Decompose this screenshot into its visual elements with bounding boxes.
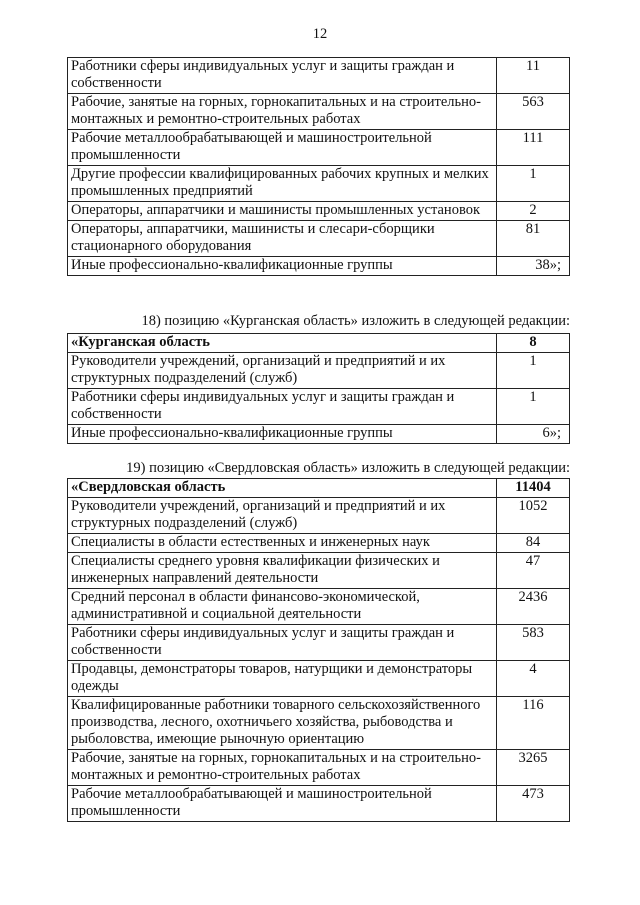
occupation-count: 1 (497, 389, 570, 425)
table-row (68, 661, 570, 697)
table-row (68, 353, 570, 389)
occupation-label: Продавцы, демонстраторы товаров, натурщики и демонстраторы одежды (68, 661, 497, 697)
occupation-label: Работники сферы индивидуальных услуг и защиты граждан и собственности (68, 389, 497, 425)
occupation-label: Рабочие металлообрабатывающей и машиностроительной промышленности (68, 786, 497, 822)
occupation-count: 583 (497, 625, 570, 661)
occupation-count: 563 (497, 94, 570, 130)
occupation-count: 47 (497, 553, 570, 589)
occupation-count: 1 (497, 166, 570, 202)
occupation-label: Работники сферы индивидуальных услуг и защиты граждан и собственности (68, 625, 497, 661)
occupation-label: Другие профессии квалифицированных рабочих крупных и мелких промышленных предприятий (68, 166, 497, 202)
table-row (68, 750, 570, 786)
occupation-label: Квалифицированные работники товарного сельскохозяйственного производства, лесного, охотничьего хозяйства, рыбоводства и рыболовства, имеющие рыночную ориентацию (68, 697, 497, 750)
occupation-label: Работники сферы индивидуальных услуг и защиты граждан и собственности (68, 58, 497, 94)
occupation-label: Руководители учреждений, организаций и предприятий и их структурных подразделений (служб) (68, 353, 497, 389)
occupation-count: 81 (497, 221, 570, 257)
table-row (68, 257, 570, 276)
table-row (68, 625, 570, 661)
table-header-row (68, 334, 570, 353)
occupation-count: 473 (497, 786, 570, 822)
occupation-count: 4 (497, 661, 570, 697)
table-row (68, 553, 570, 589)
occupation-count: 2 (497, 202, 570, 221)
region-total: 11404 (497, 479, 570, 498)
occupation-count: 111 (497, 130, 570, 166)
occupation-label: Иные профессионально-квалификационные группы (68, 425, 497, 444)
table-row (68, 58, 570, 94)
occupation-count: 38»; (497, 257, 570, 276)
occupation-count: 3265 (497, 750, 570, 786)
occupation-label: Операторы, аппаратчики и машинисты промышленных установок (68, 202, 497, 221)
table-row (68, 498, 570, 534)
table-row (68, 221, 570, 257)
table-row (68, 589, 570, 625)
occupation-count: 1 (497, 353, 570, 389)
occupation-label: Операторы, аппаратчики, машинисты и слесари-сборщики стационарного оборудования (68, 221, 497, 257)
occupation-count: 6»; (497, 425, 570, 444)
occupation-count: 1052 (497, 498, 570, 534)
occupation-label: Специалисты в области естественных и инженерных наук (68, 534, 497, 553)
item-19-paragraph: 19) позицию «Свердловская область» изложить в следующей редакции: (126, 460, 570, 476)
occupation-label: Рабочие, занятые на горных, горнокапитальных и на строительно-монтажных и ремонтно-строительных работах (68, 94, 497, 130)
region-name: «Курганская область (68, 334, 497, 353)
occupation-label: Специалисты среднего уровня квалификации физических и инженерных направлений деятельности (68, 553, 497, 589)
occupation-count: 11 (497, 58, 570, 94)
table-row (68, 166, 570, 202)
item-18-paragraph: 18) позицию «Курганская область» изложить в следующей редакции: (141, 313, 570, 329)
table-row (68, 389, 570, 425)
table-row (68, 786, 570, 822)
table-kurgan-region (67, 333, 570, 444)
table-continued (67, 57, 570, 276)
region-total: 8 (497, 334, 570, 353)
table-row (68, 697, 570, 750)
table-header-row (68, 479, 570, 498)
occupation-count: 116 (497, 697, 570, 750)
table-row (68, 94, 570, 130)
table-row (68, 425, 570, 444)
occupation-label: Руководители учреждений, организаций и предприятий и их структурных подразделений (служб) (68, 498, 497, 534)
occupation-label: Средний персонал в области финансово-экономической, административной и социальной деятельности (68, 589, 497, 625)
occupation-label: Иные профессионально-квалификационные группы (68, 257, 497, 276)
occupation-count: 2436 (497, 589, 570, 625)
page-number: 12 (312, 26, 328, 42)
table-row (68, 534, 570, 553)
table-row (68, 202, 570, 221)
table-row (68, 130, 570, 166)
region-name: «Свердловская область (68, 479, 497, 498)
occupation-count: 84 (497, 534, 570, 553)
table-sverdlovsk-region (67, 478, 570, 822)
occupation-label: Рабочие, занятые на горных, горнокапитальных и на строительно-монтажных и ремонтно-строительных работах (68, 750, 497, 786)
occupation-label: Рабочие металлообрабатывающей и машиностроительной промышленности (68, 130, 497, 166)
